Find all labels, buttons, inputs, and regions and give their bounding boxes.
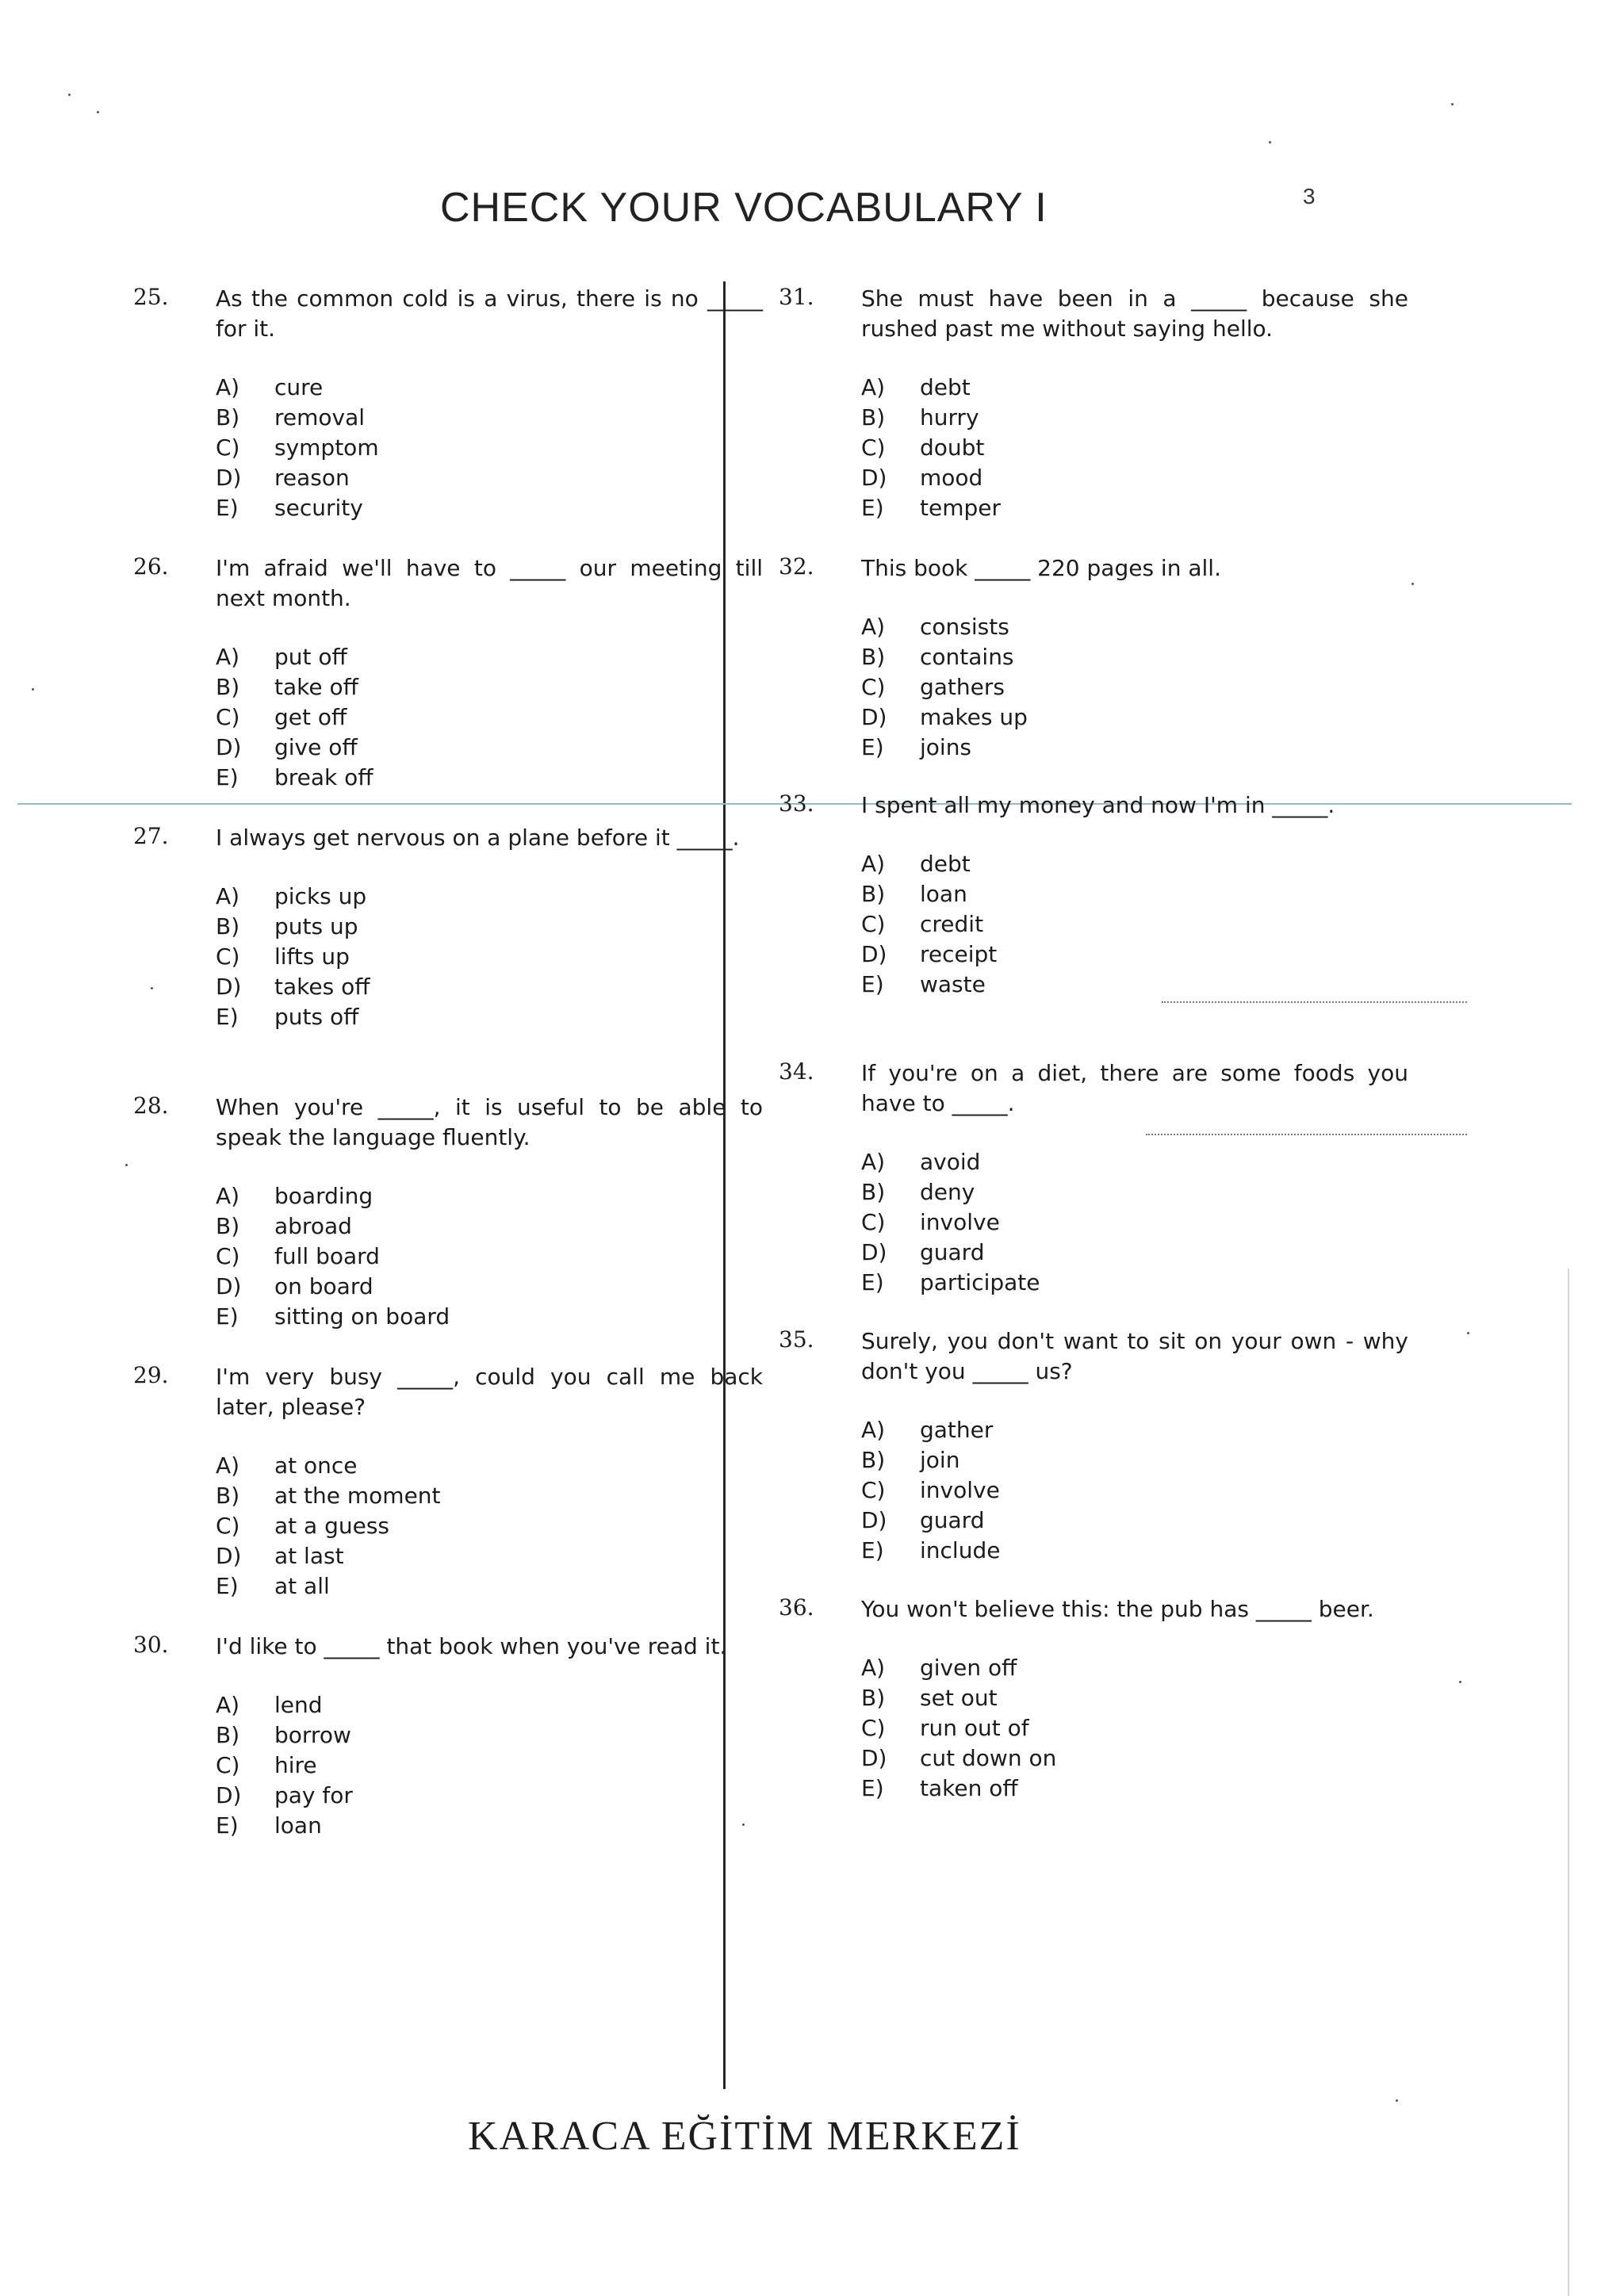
option-letter: A) xyxy=(216,1183,240,1209)
option-c[interactable] xyxy=(861,433,1408,463)
option-c[interactable] xyxy=(216,433,763,463)
option-letter: D) xyxy=(216,974,242,1000)
option-letter: B) xyxy=(861,881,886,907)
option-letter: E) xyxy=(216,495,239,521)
option-text: puts up xyxy=(274,913,358,939)
option-b[interactable] xyxy=(216,1720,763,1751)
option-letter: E) xyxy=(216,1004,239,1030)
option-c[interactable] xyxy=(861,1713,1408,1743)
option-b[interactable] xyxy=(861,1683,1408,1713)
option-letter: C) xyxy=(861,911,886,937)
option-text: contains xyxy=(920,644,1014,670)
option-e[interactable] xyxy=(861,733,1408,763)
question-30 xyxy=(133,1632,763,1841)
option-text: run out of xyxy=(920,1715,1029,1741)
option-text: guard xyxy=(920,1239,985,1265)
option-text: at last xyxy=(274,1543,344,1569)
option-d[interactable] xyxy=(216,972,763,1002)
option-e[interactable] xyxy=(861,970,1408,1000)
option-letter: E) xyxy=(216,1303,239,1330)
option-letter: B) xyxy=(861,1447,886,1473)
option-letter: A) xyxy=(216,883,240,909)
option-text: reason xyxy=(274,465,350,491)
option-text: at all xyxy=(274,1573,330,1599)
question-number: 29. xyxy=(133,1362,169,1388)
question-26 xyxy=(133,553,763,793)
options-list xyxy=(216,1690,763,1841)
option-d[interactable] xyxy=(216,1781,763,1811)
question-29 xyxy=(133,1362,763,1601)
option-e[interactable] xyxy=(216,1571,763,1601)
option-letter: C) xyxy=(216,1752,240,1778)
option-text: makes up xyxy=(920,704,1028,730)
option-c[interactable] xyxy=(216,1511,763,1541)
question-28 xyxy=(133,1093,763,1332)
question-stem: She must have been in a _____ because she rushed past me without saying hello. xyxy=(861,285,1408,342)
option-b[interactable] xyxy=(861,642,1408,672)
question-35 xyxy=(779,1326,1408,1566)
options-list xyxy=(861,612,1408,763)
option-b[interactable] xyxy=(216,403,763,433)
option-text: on board xyxy=(274,1273,373,1299)
option-d[interactable] xyxy=(861,1238,1408,1268)
question-stem: I'm afraid we'll have to _____ our meeting till next month. xyxy=(216,555,763,611)
question-number: 35. xyxy=(779,1326,814,1353)
question-33 xyxy=(779,790,1408,1000)
option-letter: B) xyxy=(861,404,886,430)
scan-speck xyxy=(1459,1681,1461,1683)
option-b[interactable] xyxy=(861,1445,1408,1475)
option-letter: E) xyxy=(861,971,884,997)
option-e[interactable] xyxy=(216,763,763,793)
option-text: set out xyxy=(920,1685,998,1711)
scan-speck xyxy=(1451,103,1454,105)
option-letter: D) xyxy=(861,1507,887,1533)
option-letter: D) xyxy=(216,1543,242,1569)
question-stem: When you're _____, it is useful to be able to speak the language fluently. xyxy=(216,1094,763,1150)
option-letter: A) xyxy=(861,374,886,400)
option-text: at once xyxy=(274,1452,358,1479)
question-stem: You won't believe this: the pub has _____ beer. xyxy=(861,1596,1374,1622)
options-list xyxy=(216,882,763,1032)
option-letter: B) xyxy=(216,1213,240,1239)
question-number: 32. xyxy=(779,553,814,580)
option-letter: A) xyxy=(861,1655,886,1681)
option-b[interactable] xyxy=(216,1211,763,1242)
option-e[interactable] xyxy=(216,493,763,523)
option-text: involve xyxy=(920,1209,1000,1235)
option-e[interactable] xyxy=(216,1302,763,1332)
option-letter: C) xyxy=(216,1243,240,1269)
option-letter: E) xyxy=(861,734,884,760)
option-text: receipt xyxy=(920,941,998,967)
option-c[interactable] xyxy=(861,1475,1408,1506)
option-d[interactable] xyxy=(216,1541,763,1571)
option-text: boarding xyxy=(274,1183,373,1209)
option-a[interactable] xyxy=(861,1415,1408,1445)
option-text: debt xyxy=(920,851,971,877)
question-number: 33. xyxy=(779,790,814,817)
option-text: takes off xyxy=(274,974,370,1000)
option-text: gather xyxy=(920,1417,994,1443)
option-letter: E) xyxy=(861,495,884,521)
option-text: waste xyxy=(920,971,986,997)
option-text: gathers xyxy=(920,674,1005,700)
option-a[interactable] xyxy=(216,1451,763,1481)
option-c[interactable] xyxy=(861,672,1408,702)
option-text: taken off xyxy=(920,1775,1018,1801)
options-list xyxy=(861,373,1408,523)
footer-institution: KARACA EĞİTİM MERKEZİ xyxy=(468,2114,1021,2159)
option-text: cut down on xyxy=(920,1745,1057,1771)
option-text: removal xyxy=(274,404,366,430)
option-letter: C) xyxy=(861,434,886,461)
question-stem: If you're on a diet, there are some foods you have to _____. xyxy=(861,1060,1408,1116)
option-text: puts off xyxy=(274,1004,359,1030)
option-e[interactable] xyxy=(861,1268,1408,1298)
page-title: CHECK YOUR VOCABULARY I xyxy=(440,185,1048,231)
option-d[interactable] xyxy=(861,1506,1408,1536)
page-number: 3 xyxy=(1303,184,1316,209)
option-letter: D) xyxy=(216,734,242,760)
page-edge-line xyxy=(1568,1269,1569,2296)
option-letter: B) xyxy=(861,1685,886,1711)
option-text: at a guess xyxy=(274,1513,390,1539)
option-c[interactable] xyxy=(216,942,763,972)
option-letter: D) xyxy=(861,704,887,730)
option-letter: A) xyxy=(216,1692,240,1718)
scan-speck xyxy=(742,1823,745,1826)
scan-speck xyxy=(1269,141,1271,144)
dotted-scan-mark xyxy=(1162,1001,1467,1003)
question-stem: I spent all my money and now I'm in _____. xyxy=(861,792,1335,818)
option-d[interactable] xyxy=(216,733,763,763)
scan-speck xyxy=(151,987,153,989)
option-a[interactable] xyxy=(216,373,763,403)
question-31 xyxy=(779,284,1408,523)
options-list xyxy=(861,1147,1408,1298)
option-text: get off xyxy=(274,704,347,730)
option-letter: D) xyxy=(216,465,242,491)
option-text: mood xyxy=(920,465,983,491)
question-stem: I always get nervous on a plane before it _____. xyxy=(216,825,740,851)
question-stem: This book _____ 220 pages in all. xyxy=(861,555,1221,581)
option-e[interactable] xyxy=(861,1774,1408,1804)
question-number: 26. xyxy=(133,553,169,580)
option-letter: A) xyxy=(861,1417,886,1443)
scan-speck xyxy=(125,1164,128,1166)
option-a[interactable] xyxy=(216,882,763,912)
option-text: give off xyxy=(274,734,358,760)
option-text: avoid xyxy=(920,1149,981,1175)
option-text: lifts up xyxy=(274,943,350,970)
option-text: involve xyxy=(920,1477,1000,1503)
option-text: debt xyxy=(920,374,971,400)
option-a[interactable] xyxy=(216,642,763,672)
question-27 xyxy=(133,823,763,1032)
option-text: given off xyxy=(920,1655,1017,1681)
option-text: take off xyxy=(274,674,358,700)
option-text: full board xyxy=(274,1243,380,1269)
option-letter: C) xyxy=(861,1209,886,1235)
option-text: guard xyxy=(920,1507,985,1533)
option-b[interactable] xyxy=(861,403,1408,433)
option-text: symptom xyxy=(274,434,379,461)
option-letter: B) xyxy=(861,1179,886,1205)
question-stem: I'm very busy _____, could you call me back later, please? xyxy=(216,1364,763,1420)
option-letter: C) xyxy=(216,1513,240,1539)
options-list xyxy=(216,1451,763,1601)
option-d[interactable] xyxy=(861,702,1408,733)
option-letter: B) xyxy=(861,644,886,670)
option-e[interactable] xyxy=(216,1811,763,1841)
option-c[interactable] xyxy=(861,1207,1408,1238)
question-number: 30. xyxy=(133,1632,169,1658)
option-letter: B) xyxy=(216,404,240,430)
question-stem: Surely, you don't want to sit on your own - why don't you _____ us? xyxy=(861,1328,1408,1384)
question-32 xyxy=(779,553,1408,763)
option-b[interactable] xyxy=(861,1177,1408,1207)
option-text: put off xyxy=(274,644,347,670)
option-text: lend xyxy=(274,1692,323,1718)
option-b[interactable] xyxy=(861,879,1408,909)
option-text: break off xyxy=(274,764,373,790)
option-text: sitting on board xyxy=(274,1303,450,1330)
scan-speck xyxy=(97,111,99,113)
option-c[interactable] xyxy=(216,1751,763,1781)
options-list xyxy=(216,1181,763,1332)
question-number: 31. xyxy=(779,284,814,310)
option-text: credit xyxy=(920,911,984,937)
option-b[interactable] xyxy=(216,1481,763,1511)
option-letter: E) xyxy=(216,1812,239,1839)
option-text: hurry xyxy=(920,404,979,430)
option-text: participate xyxy=(920,1269,1040,1295)
option-letter: D) xyxy=(861,1745,887,1771)
option-letter: D) xyxy=(216,1782,242,1808)
option-letter: D) xyxy=(861,465,887,491)
option-letter: A) xyxy=(861,1149,886,1175)
option-text: consists xyxy=(920,614,1009,640)
question-number: 28. xyxy=(133,1093,169,1119)
scan-speck xyxy=(68,94,71,96)
option-a[interactable] xyxy=(216,1181,763,1211)
option-text: doubt xyxy=(920,434,985,461)
question-number: 36. xyxy=(779,1594,814,1621)
option-text: deny xyxy=(920,1179,975,1205)
question-stem: As the common cold is a virus, there is no _____ for it. xyxy=(216,285,763,342)
option-letter: E) xyxy=(861,1775,884,1801)
option-a[interactable] xyxy=(861,612,1408,642)
option-letter: E) xyxy=(861,1269,884,1295)
option-d[interactable] xyxy=(216,1272,763,1302)
option-letter: C) xyxy=(861,1715,886,1741)
option-letter: A) xyxy=(216,374,240,400)
option-letter: D) xyxy=(861,941,887,967)
option-c[interactable] xyxy=(216,1242,763,1272)
option-text: borrow xyxy=(274,1722,351,1748)
option-c[interactable] xyxy=(216,702,763,733)
option-letter: B) xyxy=(216,1722,240,1748)
option-letter: E) xyxy=(861,1537,884,1563)
option-letter: D) xyxy=(216,1273,242,1299)
option-a[interactable] xyxy=(216,1690,763,1720)
option-letter: C) xyxy=(216,943,240,970)
scan-speck xyxy=(32,688,34,691)
option-text: loan xyxy=(274,1812,322,1839)
option-b[interactable] xyxy=(216,912,763,942)
option-letter: B) xyxy=(216,1483,240,1509)
question-34 xyxy=(779,1058,1408,1298)
option-letter: D) xyxy=(861,1239,887,1265)
option-d[interactable] xyxy=(861,1743,1408,1774)
option-letter: A) xyxy=(861,614,886,640)
option-e[interactable] xyxy=(861,1536,1408,1566)
question-number: 25. xyxy=(133,284,169,310)
option-d[interactable] xyxy=(216,463,763,493)
option-text: include xyxy=(920,1537,1001,1563)
option-text: picks up xyxy=(274,883,367,909)
option-b[interactable] xyxy=(216,672,763,702)
option-text: security xyxy=(274,495,363,521)
option-e[interactable] xyxy=(861,493,1408,523)
option-a[interactable] xyxy=(861,849,1408,879)
question-25 xyxy=(133,284,763,523)
option-text: temper xyxy=(920,495,1001,521)
option-text: at the moment xyxy=(274,1483,441,1509)
options-list xyxy=(861,1653,1408,1804)
scan-speck xyxy=(1467,1332,1469,1334)
option-text: cure xyxy=(274,374,324,400)
option-a[interactable] xyxy=(861,1653,1408,1683)
question-36 xyxy=(779,1594,1408,1804)
option-letter: C) xyxy=(861,1477,886,1503)
option-letter: E) xyxy=(216,764,239,790)
question-number: 34. xyxy=(779,1058,814,1085)
option-c[interactable] xyxy=(861,909,1408,939)
option-text: hire xyxy=(274,1752,317,1778)
option-letter: A) xyxy=(861,851,886,877)
option-letter: C) xyxy=(216,704,240,730)
option-letter: A) xyxy=(216,1452,240,1479)
question-stem: I'd like to _____ that book when you've read it. xyxy=(216,1633,727,1659)
option-d[interactable] xyxy=(861,939,1408,970)
option-text: joins xyxy=(920,734,972,760)
options-list xyxy=(216,642,763,793)
option-letter: B) xyxy=(216,913,240,939)
option-a[interactable] xyxy=(861,373,1408,403)
option-text: abroad xyxy=(274,1213,352,1239)
options-list xyxy=(861,1415,1408,1566)
option-letter: B) xyxy=(216,674,240,700)
option-letter: C) xyxy=(216,434,240,461)
option-text: pay for xyxy=(274,1782,353,1808)
option-letter: C) xyxy=(861,674,886,700)
option-letter: A) xyxy=(216,644,240,670)
option-text: join xyxy=(920,1447,960,1473)
scan-speck xyxy=(1411,583,1414,585)
scan-speck xyxy=(1396,2099,1398,2102)
question-number: 27. xyxy=(133,823,169,849)
options-list xyxy=(861,849,1408,1000)
option-text: loan xyxy=(920,881,967,907)
option-letter: E) xyxy=(216,1573,239,1599)
option-d[interactable] xyxy=(861,463,1408,493)
option-e[interactable] xyxy=(216,1002,763,1032)
option-a[interactable] xyxy=(861,1147,1408,1177)
options-list xyxy=(216,373,763,523)
